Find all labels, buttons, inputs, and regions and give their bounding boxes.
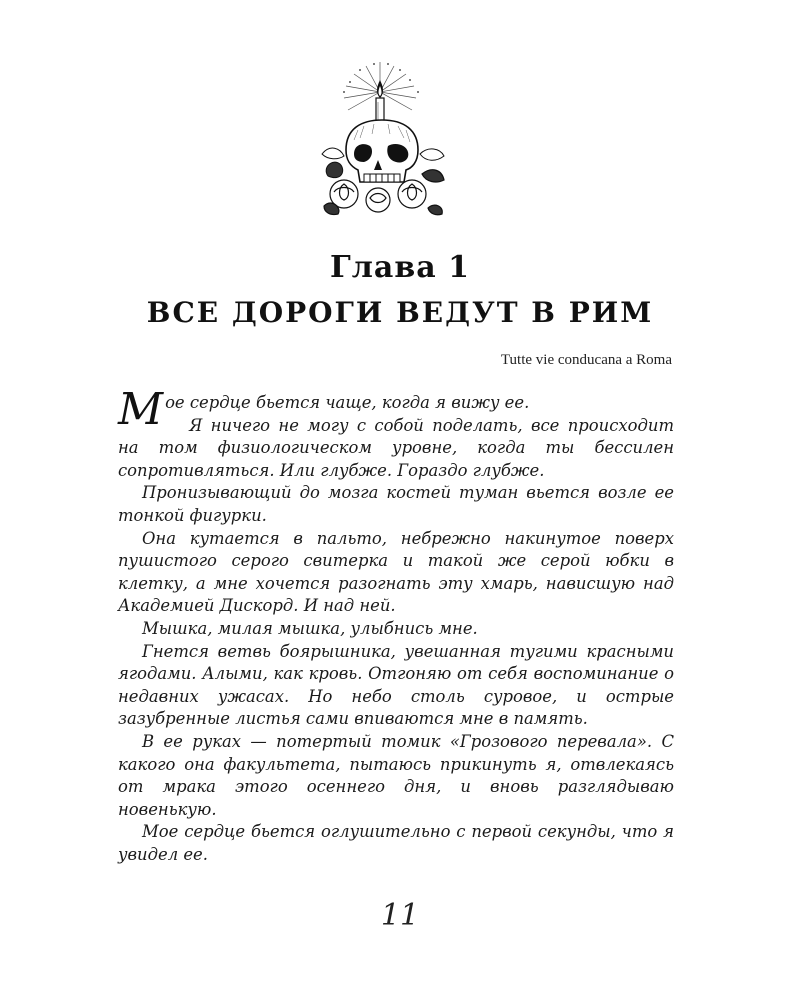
body-text	[118, 384, 674, 866]
chapter-number: Глава 1	[330, 250, 470, 285]
paragraph-2: Я ничего не могу с собой поделать, все происходит на том физиологическом уровне, когда ты бессилен сопротивляться. Или глубже. Гораздо глубже.	[118, 415, 674, 480]
paragraph-1-text: ое сердце бьется чаще, когда я вижу ее.	[165, 393, 530, 412]
paragraph-3: Пронизывающий до мозга костей туман вьется возле ее тонкой фигурки.	[118, 483, 674, 525]
paragraph-4: Она кутается в пальто, небрежно накинутое поверх пушистого серого свитерка и такой же серой юбки в клетку, а мне хочется разогнать эту хмарь, нависшую над Академией Дискорд. И над ней.	[118, 528, 674, 616]
page-number: 11	[380, 898, 420, 933]
paragraph-5: Мышка, милая мышка, улыбнись мне.	[142, 618, 478, 638]
chapter-title: ВСЕ ДОРОГИ ВЕДУТ В РИМ	[146, 296, 654, 329]
skull-with-candle-and-roses-icon	[318, 58, 448, 218]
paragraph-8: Мое сердце бьется оглушительно с первой секунды, что я увидел ее.	[118, 822, 674, 864]
paragraph-1	[118, 384, 674, 435]
paragraph-6: Гнется ветвь боярышника, увешанная тугими красными ягодами. Алыми, как кровь. Отгоняю от себя воспоминание о недавних ужасах. Но небо столь суровое, и острые зазубренные листья сами впиваются мне в память.	[118, 641, 674, 729]
epigraph: Tutte vie conducana a Roma	[500, 352, 672, 368]
paragraph-7: В ее руках — потертый томик «Грозового перевала». С какого она факультета, пытаюсь прикинуть я, отвлекаясь от мрака этого осеннего дня, и вновь разглядываю новенькую.	[118, 731, 674, 819]
drop-cap: М	[118, 384, 164, 435]
